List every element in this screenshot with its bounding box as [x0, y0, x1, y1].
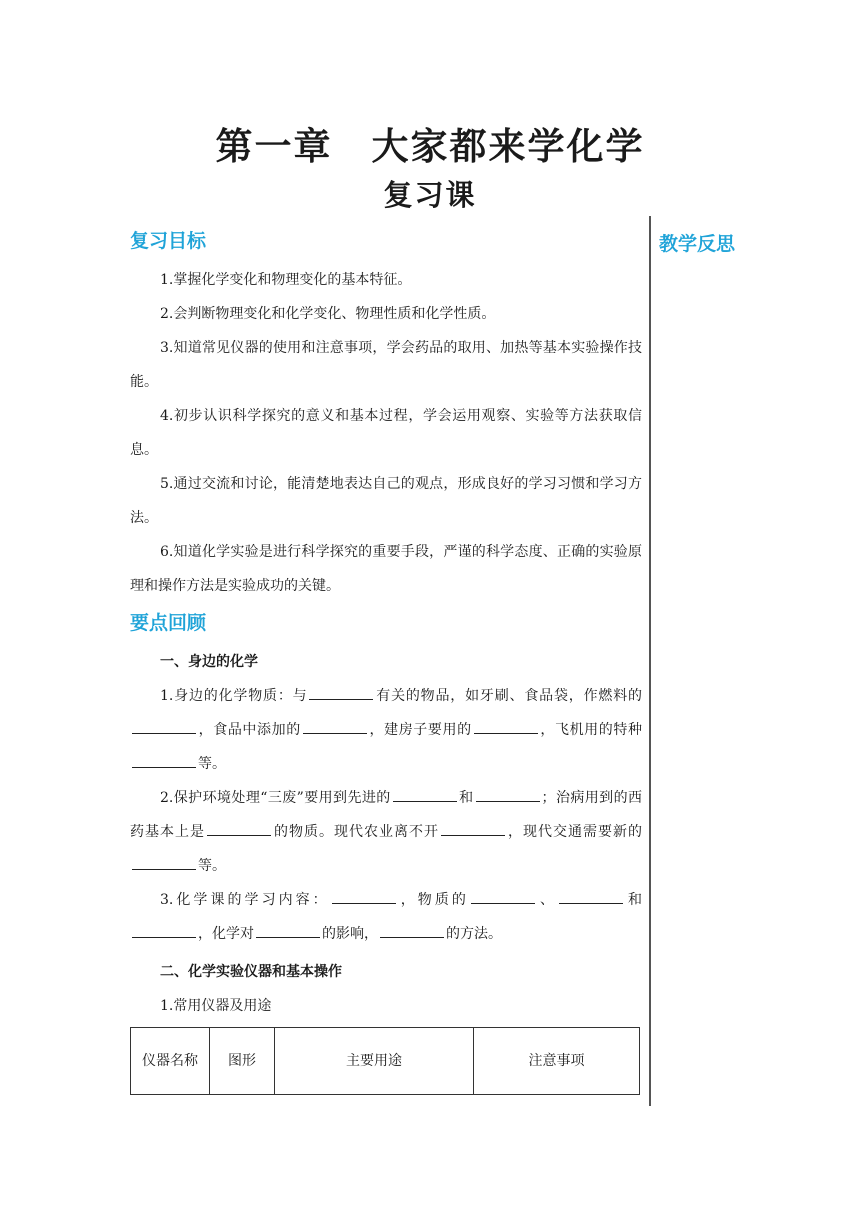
section-heading-lab-instruments: 二、化学实验仪器和基本操作	[160, 964, 342, 980]
instruments-subheading: 1.常用仪器及用途	[160, 998, 272, 1014]
table-header-cell: 图形	[210, 1028, 275, 1095]
fill-blank[interactable]	[132, 753, 196, 768]
page-subtitle: 复习课	[383, 178, 477, 212]
paragraph-text: ，食品中添加的	[198, 722, 301, 738]
fill-blank[interactable]	[474, 719, 538, 734]
page-title: 第一章 大家都来学化学	[215, 125, 645, 168]
paragraph-text: ，现代交通需要新的	[507, 824, 642, 840]
fill-blank[interactable]	[441, 821, 505, 836]
paragraph-text: 有关的物品，如牙刷、食品袋，作燃料的	[375, 688, 643, 704]
paragraph-text: ，建房子要用的	[368, 722, 472, 738]
fill-blank[interactable]	[309, 685, 373, 700]
goal-item: 4.初步认识科学探究的意义和基本过程，学会运用观察、实验等方法获取信息。	[130, 408, 642, 458]
paragraph-text: ，化学对	[198, 926, 254, 942]
paragraph-text: 3.化学课的学习内容：	[160, 892, 330, 908]
fill-blank[interactable]	[393, 787, 457, 802]
teaching-reflection-heading: 教学反思	[659, 233, 736, 255]
fill-in-paragraph-2	[130, 781, 642, 883]
table-header-cell: 主要用途	[275, 1028, 474, 1095]
paragraph-text: 的物质。现代农业离不开	[273, 824, 439, 840]
review-goals-list	[130, 263, 642, 603]
paragraph-text: ，飞机用的特种	[539, 722, 643, 738]
goal-item: 1.掌握化学变化和物理变化的基本特征。	[160, 272, 412, 288]
key-points-heading: 要点回顾	[130, 612, 207, 634]
paragraph-text: 等。	[198, 756, 226, 772]
fill-blank[interactable]	[476, 787, 540, 802]
paragraph-text: 和	[624, 892, 643, 908]
paragraph-text: ；治病用到的西药基本上是	[130, 790, 643, 840]
fill-blank[interactable]	[132, 855, 196, 870]
fill-blank[interactable]	[471, 889, 535, 904]
fill-in-paragraph-1	[130, 679, 642, 781]
table-header-row	[131, 1028, 640, 1095]
fill-blank[interactable]	[332, 889, 396, 904]
main-content	[130, 229, 642, 1095]
column-divider	[649, 216, 651, 1106]
fill-blank[interactable]	[559, 889, 623, 904]
fill-blank[interactable]	[303, 719, 367, 734]
fill-blank[interactable]	[380, 923, 444, 938]
goal-item: 6.知道化学实验是进行科学探究的重要手段，严谨的科学态度、正确的实验原理和操作方法是实验成功的关键。	[130, 544, 642, 594]
section-heading-chemistry-around-us: 一、身边的化学	[160, 654, 258, 670]
table-header-cell: 注意事项	[474, 1028, 640, 1095]
paragraph-text: 等。	[198, 858, 226, 874]
fill-in-paragraph-3	[130, 883, 642, 951]
paragraph-text: ，物质的	[397, 892, 469, 908]
fill-blank[interactable]	[207, 821, 271, 836]
paragraph-text: 1.身边的化学物质：与	[160, 688, 308, 704]
paragraph-text: 的影响，	[322, 926, 378, 942]
fill-blank[interactable]	[132, 923, 196, 938]
paragraph-text: 、	[536, 892, 557, 908]
goal-item: 3.知道常见仪器的使用和注意事项，学会药品的取用、加热等基本实验操作技能。	[130, 340, 642, 390]
table-header-cell: 仪器名称	[131, 1028, 210, 1095]
goal-item: 5.通过交流和讨论，能清楚地表达自己的观点，形成良好的学习习惯和学习方法。	[130, 476, 642, 526]
paragraph-text: 和	[458, 790, 474, 806]
instruments-table	[130, 1027, 640, 1095]
fill-blank[interactable]	[132, 719, 196, 734]
paragraph-text: 的方法。	[446, 926, 502, 942]
paragraph-text: 2.保护环境处理“三废”要用到先进的	[160, 790, 391, 806]
review-goals-heading: 复习目标	[130, 230, 207, 252]
goal-item: 2.会判断物理变化和化学变化、物理性质和化学性质。	[160, 306, 496, 322]
fill-blank[interactable]	[256, 923, 320, 938]
